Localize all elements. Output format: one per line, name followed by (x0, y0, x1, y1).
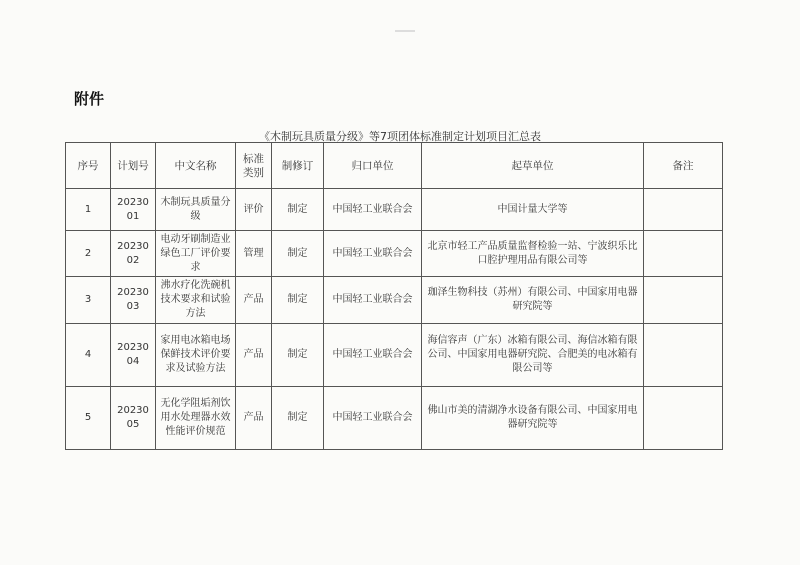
table-row (66, 387, 723, 450)
attachment-label: 附件 (74, 90, 105, 108)
header-plan-no: 计划号 (111, 143, 156, 189)
header-revision: 制修订 (272, 143, 324, 189)
cell-unit: 中国轻工业联合会 (324, 189, 422, 231)
table-row (66, 231, 723, 277)
cell-remark (644, 324, 723, 387)
cell-category: 管理 (236, 231, 272, 277)
cell-revision: 制定 (272, 387, 324, 450)
cell-remark (644, 231, 723, 277)
cell-revision: 制定 (272, 231, 324, 277)
cell-unit: 中国轻工业联合会 (324, 277, 422, 324)
cell-seq: 1 (66, 189, 111, 231)
standards-plan-table (65, 142, 723, 450)
cell-revision: 制定 (272, 324, 324, 387)
cell-remark (644, 277, 723, 324)
table-row (66, 277, 723, 324)
header-remark: 备注 (644, 143, 723, 189)
cell-drafter: 佛山市美的清湖净水设备有限公司、中国家用电器研究院等 (422, 387, 644, 450)
cell-drafter: 珈泽生物科技（苏州）有限公司、中国家用电器研究院等 (422, 277, 644, 324)
cell-drafter: 海信容声（广东）冰箱有限公司、海信冰箱有限公司、中国家用电器研究院、合肥美的电冰箱有限公司等 (422, 324, 644, 387)
cell-category: 产品 (236, 324, 272, 387)
cell-name: 电动牙刷制造业绿色工厂评价要求 (156, 231, 236, 277)
cell-name: 沸水疗化洗碗机技术要求和试验方法 (156, 277, 236, 324)
cell-category: 产品 (236, 387, 272, 450)
cell-seq: 3 (66, 277, 111, 324)
cell-plan-no: 2023003 (111, 277, 156, 324)
cell-name: 木制玩具质量分级 (156, 189, 236, 231)
cell-plan-no: 2023005 (111, 387, 156, 450)
header-seq: 序号 (66, 143, 111, 189)
table-header-row (66, 143, 723, 189)
cell-plan-no: 2023004 (111, 324, 156, 387)
cell-plan-no: 2023001 (111, 189, 156, 231)
header-name: 中文名称 (156, 143, 236, 189)
header-unit: 归口单位 (324, 143, 422, 189)
cell-name: 家用电冰箱电场保鲜技术评价要求及试验方法 (156, 324, 236, 387)
cell-seq: 5 (66, 387, 111, 450)
cell-unit: 中国轻工业联合会 (324, 231, 422, 277)
cell-drafter: 中国计量大学等 (422, 189, 644, 231)
cell-unit: 中国轻工业联合会 (324, 324, 422, 387)
cell-drafter: 北京市轻工产品质量监督检验一站、宁波织乐比口腔护理用品有限公司等 (422, 231, 644, 277)
cell-seq: 4 (66, 324, 111, 387)
cell-name: 无化学阻垢剂饮用水处理器水效性能评价规范 (156, 387, 236, 450)
scan-smudge (395, 30, 415, 32)
table-row (66, 324, 723, 387)
cell-revision: 制定 (272, 277, 324, 324)
cell-remark (644, 387, 723, 450)
cell-plan-no: 2023002 (111, 231, 156, 277)
cell-seq: 2 (66, 231, 111, 277)
cell-category: 评价 (236, 189, 272, 231)
header-category: 标准类别 (236, 143, 272, 189)
document-title: 《木制玩具质量分级》等7项团体标准制定计划项目汇总表 (259, 130, 541, 143)
cell-revision: 制定 (272, 189, 324, 231)
cell-remark (644, 189, 723, 231)
table-row (66, 189, 723, 231)
header-drafter: 起草单位 (422, 143, 644, 189)
cell-unit: 中国轻工业联合会 (324, 387, 422, 450)
cell-category: 产品 (236, 277, 272, 324)
